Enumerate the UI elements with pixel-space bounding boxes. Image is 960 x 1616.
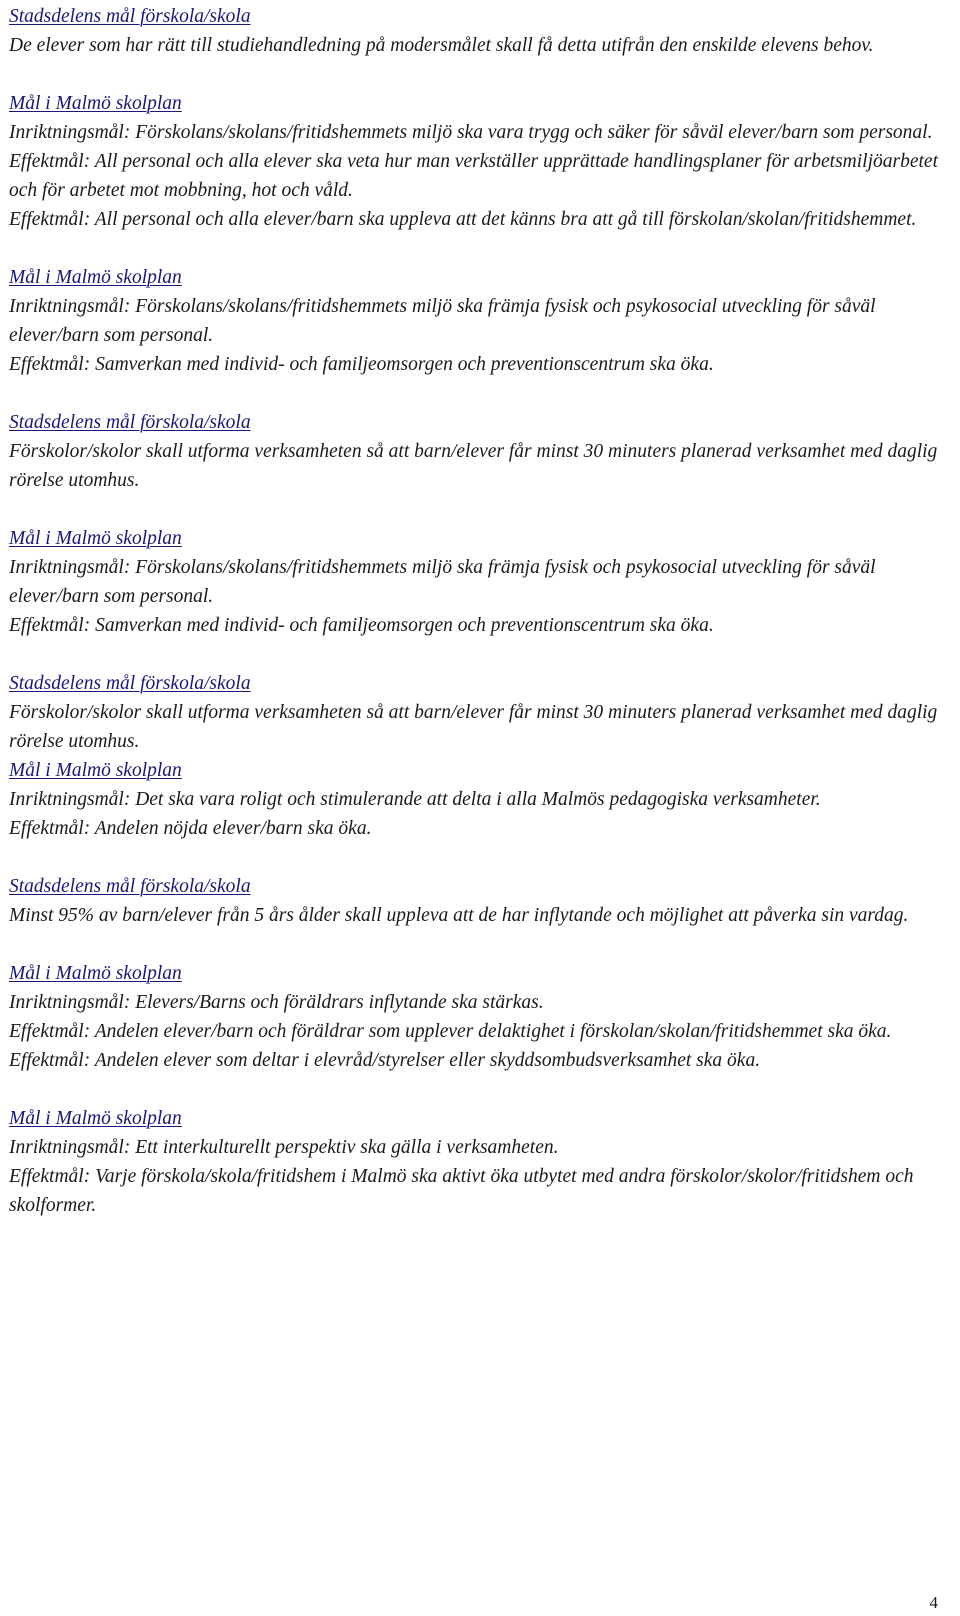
goal-text: Minst 95% av barn/elever från 5 års ålder skall uppleva att de har inflytande och möjlighet att påverka sin vardag. <box>9 905 909 926</box>
goal-section-malmo <box>9 1104 944 1220</box>
goal-text: Effektmål: Andelen nöjda elever/barn ska öka. <box>9 818 372 839</box>
section-spacer <box>9 60 944 89</box>
goal-text: Effektmål: Andelen elever som deltar i elevråd/styrelser eller skyddsombudsverksamhet ska öka. <box>9 1050 761 1071</box>
goal-section-district <box>9 669 944 756</box>
section-heading: Mål i Malmö skolplan <box>9 963 182 984</box>
goal-text: Inriktningsmål: Elevers/Barns och föräldrars inflytande ska stärkas. <box>9 992 544 1013</box>
section-heading: Stadsdelens mål förskola/skola <box>9 876 251 897</box>
section-spacer <box>9 1075 944 1104</box>
goal-text: Inriktningsmål: Det ska vara roligt och stimulerande att delta i alla Malmös pedagogiska verksamheter. <box>9 789 821 810</box>
section-heading: Mål i Malmö skolplan <box>9 93 182 114</box>
section-heading: Stadsdelens mål förskola/skola <box>9 673 251 694</box>
goal-text: Inriktningsmål: Förskolans/skolans/fritidshemmets miljö ska främja fysisk och psykosocial utveckling för såväl elever/barn som personal. <box>9 557 876 607</box>
section-heading: Mål i Malmö skolplan <box>9 1108 182 1129</box>
section-heading: Stadsdelens mål förskola/skola <box>9 6 251 27</box>
section-heading: Mål i Malmö skolplan <box>9 528 182 549</box>
goal-text: Inriktningsmål: Förskolans/skolans/fritidshemmets miljö ska vara trygg och säker för såväl elever/barn som personal. <box>9 122 933 143</box>
goal-text: Effektmål: Samverkan med individ- och familjeomsorgen och preventionscentrum ska öka. <box>9 354 714 375</box>
goal-section-malmo <box>9 263 944 379</box>
goal-text: De elever som har rätt till studiehandledning på modersmålet skall få detta utifrån den enskilde elevens behov. <box>9 35 874 56</box>
goal-section-malmo <box>9 89 944 234</box>
goal-text: Effektmål: All personal och alla elever ska veta hur man verkställer upprättade handlingsplaner för arbetsmiljöarbetet och för arbetet mot mobbning, hot och våld. <box>9 151 939 201</box>
section-spacer <box>9 640 944 669</box>
section-heading: Mål i Malmö skolplan <box>9 267 182 288</box>
goal-text: Inriktningsmål: Ett interkulturellt perspektiv ska gälla i verksamheten. <box>9 1137 559 1158</box>
section-spacer <box>9 930 944 959</box>
page-number: 4 <box>929 1593 938 1612</box>
document-page <box>9 2 944 1220</box>
goal-text: Effektmål: Samverkan med individ- och familjeomsorgen och preventionscentrum ska öka. <box>9 615 714 636</box>
goal-text: Effektmål: Andelen elever/barn och föräldrar som upplever delaktighet i förskolan/skolan/fritidshemmet ska öka. <box>9 1021 892 1042</box>
goal-section-malmo <box>9 959 944 1075</box>
section-heading: Mål i Malmö skolplan <box>9 760 182 781</box>
section-spacer <box>9 843 944 872</box>
goal-section-district <box>9 408 944 495</box>
goal-section-district <box>9 872 944 930</box>
goal-text: Effektmål: Varje förskola/skola/fritidshem i Malmö ska aktivt öka utbytet med andra förskolor/skolor/fritidshem och skolformer. <box>9 1166 914 1216</box>
goal-section-district <box>9 2 944 60</box>
section-spacer <box>9 234 944 263</box>
section-heading: Stadsdelens mål förskola/skola <box>9 412 251 433</box>
goal-text: Inriktningsmål: Förskolans/skolans/fritidshemmets miljö ska främja fysisk och psykosocial utveckling för såväl elever/barn som personal. <box>9 296 876 346</box>
goal-text: Förskolor/skolor skall utforma verksamheten så att barn/elever får minst 30 minuters planerad verksamhet med daglig rörelse utomhus. <box>9 702 938 752</box>
goal-text: Förskolor/skolor skall utforma verksamheten så att barn/elever får minst 30 minuters planerad verksamhet med daglig rörelse utomhus. <box>9 441 938 491</box>
section-spacer <box>9 379 944 408</box>
goal-section-malmo <box>9 756 944 843</box>
goal-text: Effektmål: All personal och alla elever/barn ska uppleva att det känns bra att gå till förskolan/skolan/fritidshemmet. <box>9 209 917 230</box>
section-spacer <box>9 495 944 524</box>
goal-section-malmo <box>9 524 944 640</box>
